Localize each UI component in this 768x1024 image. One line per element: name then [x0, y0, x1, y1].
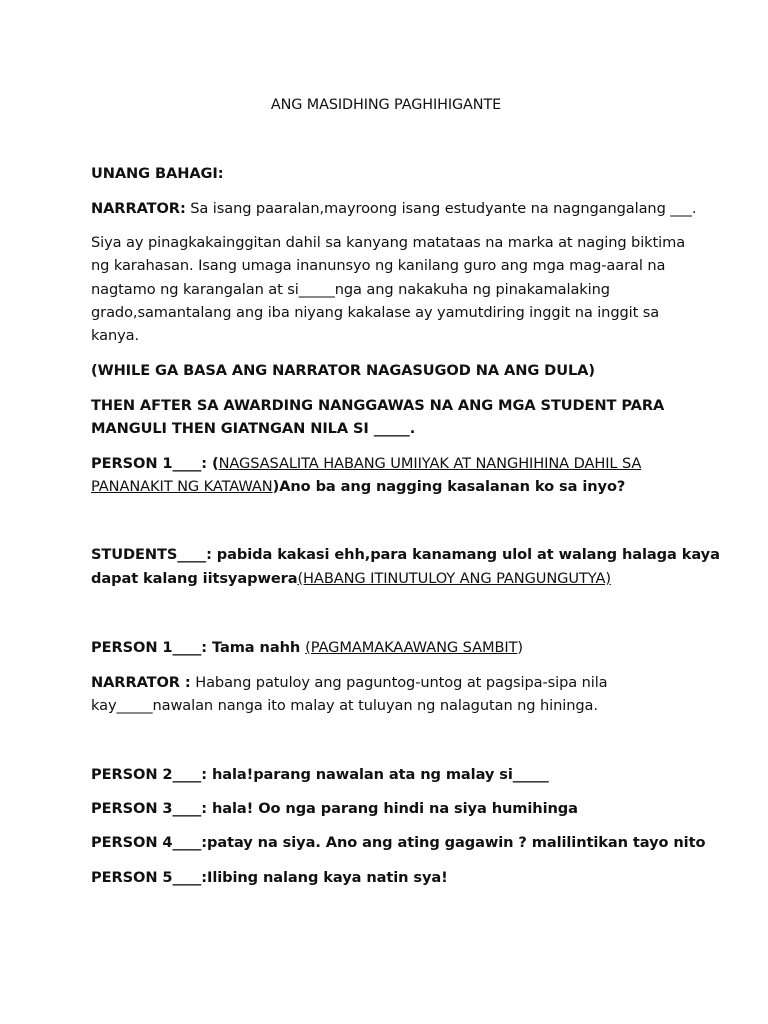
person-line: PERSON 4____:patay na siya. Ano ang ating gagawin ? malilintikan tayo nito [91, 834, 706, 851]
stage-direction: (PAGMAMAKAAWANG SAMBIT [305, 639, 518, 656]
person-line: PERSON 3____: hala! Oo nga parang hindi na siya humihinga [91, 800, 578, 817]
narrator-text: Sa isang paaralan,mayroong isang estudyante na nagngangalang ___. [185, 200, 697, 217]
paragraph-line: ng karahasan. Isang umaga inanunsyo ng kanilang guro ang mga mag-aaral na [91, 257, 666, 274]
narrator-line-3: kay_____nawalan nanga ito malay at tuluyan ng nalagutan ng hininga. [91, 697, 598, 714]
stage-direction: PANANAKIT NG KATAWAN [91, 478, 273, 495]
stage-note: (WHILE GA BASA ANG NARRATOR NAGASUGOD NA ANG DULA) [91, 362, 595, 379]
paragraph-line: Siya ay pinagkakainggitan dahil sa kanyang matataas na marka at naging biktima [91, 234, 686, 251]
students-text: dapat kalang iitsyapwera [91, 570, 298, 587]
narrator-line-1 [91, 199, 696, 219]
narrator-label: NARRATOR: [91, 200, 186, 217]
person1-line-1 [91, 454, 641, 474]
person1-label: PERSON 1____: [91, 455, 207, 472]
narrator-text: Habang patuloy ang paguntog-untog at pagsipa-sipa nila [190, 674, 608, 691]
document-title: ANG MASIDHING PAGHIHIGANTE [270, 97, 502, 113]
paragraph-line: kanya. [91, 327, 140, 344]
person1-speech: Ano ba ang nagging kasalanan ko sa inyo? [279, 478, 626, 495]
person1-line-3 [91, 638, 523, 658]
then-after-line: THEN AFTER SA AWARDING NANGGAWAS NA ANG MGA STUDENT PARA [91, 397, 665, 414]
paren-open: ( [207, 455, 219, 472]
paragraph-line: grado,samantalang ang iba niyang kakalase ay yamutdiring inggit na inggit sa [91, 304, 660, 321]
paragraph-line: nagtamo ng karangalan at si_____nga ang nakakuha ng pinakamalaking [91, 281, 610, 298]
paren-close: ) [272, 478, 280, 495]
section-heading: UNANG BAHAGI: [91, 165, 224, 182]
then-after-line: MANGULI THEN GIATNGAN NILA SI _____. [91, 420, 416, 437]
students-line-1: STUDENTS____: pabida kakasi ehh,para kanamang ulol at walang halaga kaya [91, 546, 720, 563]
paren-close: ) [517, 639, 523, 656]
students-line-2 [91, 569, 611, 589]
person-line: PERSON 5____:Ilibing nalang kaya natin sya! [91, 869, 448, 886]
person1-speech: PERSON 1____: Tama nahh [91, 639, 306, 656]
person-line: PERSON 2____: hala!parang nawalan ata ng malay si_____ [91, 766, 549, 783]
narrator-label: NARRATOR : [91, 674, 191, 691]
stage-direction: (HABANG ITINUTULOY ANG PANGUNGUTYA) [297, 570, 611, 587]
narrator-line-2 [91, 673, 608, 693]
stage-direction: NAGSASALITA HABANG UMIIYAK AT NANGHIHINA DAHIL SA [218, 455, 642, 472]
person1-line-2 [91, 477, 625, 497]
